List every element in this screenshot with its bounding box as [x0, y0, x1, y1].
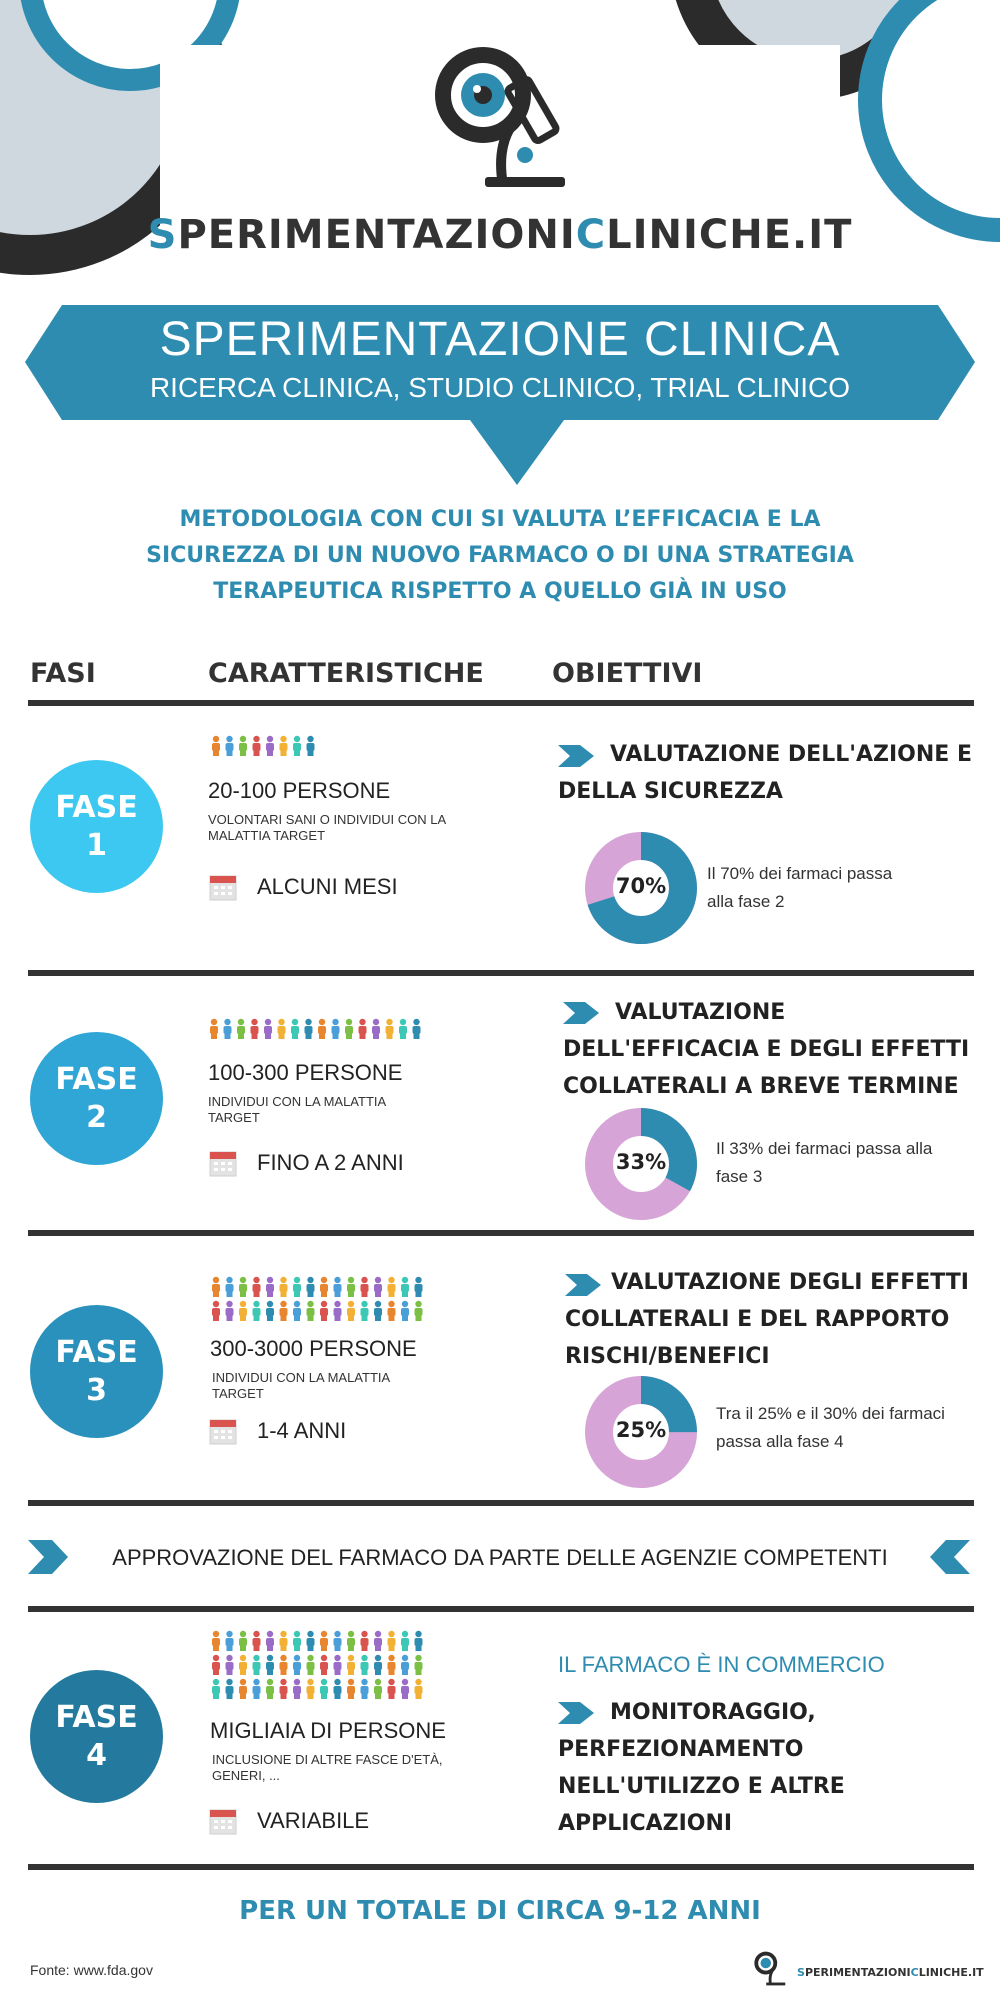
person-icon [239, 1655, 247, 1675]
people-count: 20-100 PERSONE [208, 778, 391, 803]
phase-objective: MONITORAGGIO, PERFEZIONAMENTO NELL'UTILIZZO E ALTRE APPLICAZIONI [558, 1700, 845, 1836]
person-icon [239, 1277, 247, 1297]
header-fasi: FASI [30, 658, 96, 689]
phase-label: FASE [55, 1699, 138, 1735]
person-icon [386, 1019, 394, 1039]
phase-3-circle [30, 1305, 163, 1438]
person-icon [280, 1631, 288, 1651]
banner-title: SPERIMENTAZIONE CLINICA [159, 313, 841, 366]
person-icon [251, 1019, 259, 1039]
percentage-note: Il 33% dei farmaci passa alla fase 3 [716, 1139, 933, 1186]
people-count: MIGLIAIA DI PERSONE [210, 1718, 446, 1743]
person-icon [210, 1019, 218, 1039]
person-icon [293, 1655, 301, 1675]
percentage-label: 25% [615, 1418, 667, 1442]
corner-ring-right-blue [870, 0, 1000, 230]
person-icon [280, 1679, 288, 1699]
person-icon [345, 1019, 353, 1039]
phase-number: 1 [86, 827, 107, 863]
person-icon [415, 1679, 423, 1699]
percentage-note: Il 70% dei farmaci passa alla fase 2 [707, 864, 893, 911]
percentage-label: 33% [615, 1150, 667, 1174]
person-icon [293, 1679, 301, 1699]
brand-name: SPERIMENTAZIONICLINICHE.IT [147, 212, 853, 258]
person-icon [388, 1277, 396, 1297]
person-icon [320, 1631, 328, 1651]
person-icon [388, 1655, 396, 1675]
person-icon [253, 736, 261, 756]
people-count: 100-300 PERSONE [208, 1060, 403, 1085]
person-icon [239, 1631, 247, 1651]
person-icon [413, 1019, 421, 1039]
person-icon [266, 1655, 274, 1675]
phase-label: FASE [55, 789, 138, 825]
duration: 1-4 ANNI [257, 1418, 347, 1443]
person-icon [226, 736, 234, 756]
people-description: INDIVIDUI CON LA MALATTIA TARGET [212, 1370, 390, 1401]
person-icon [415, 1301, 423, 1321]
person-icon [212, 736, 220, 756]
people-count: 300-3000 PERSONE [210, 1336, 417, 1361]
person-icon [361, 1301, 369, 1321]
person-icon [374, 1301, 382, 1321]
person-icon [415, 1655, 423, 1675]
phase-1-circle [30, 760, 163, 893]
people-description: INDIVIDUI CON LA MALATTIA TARGET [208, 1094, 386, 1125]
person-icon [320, 1277, 328, 1297]
phase-4-circle [30, 1670, 163, 1803]
person-icon [307, 1655, 315, 1675]
person-icon [401, 1301, 409, 1321]
person-icon [226, 1301, 234, 1321]
person-icon [361, 1679, 369, 1699]
person-icon [359, 1019, 367, 1039]
person-icon [374, 1631, 382, 1651]
person-icon [253, 1301, 261, 1321]
person-icon [415, 1277, 423, 1297]
people-description: INCLUSIONE DI ALTRE FASCE D'ETÀ, GENERI, ... [212, 1752, 443, 1783]
person-icon [347, 1631, 355, 1651]
person-icon [226, 1655, 234, 1675]
person-icon [361, 1277, 369, 1297]
person-icon [226, 1679, 234, 1699]
person-icon [401, 1631, 409, 1651]
people-icon-group [210, 735, 320, 761]
person-icon [388, 1679, 396, 1699]
phase-label: FASE [55, 1334, 138, 1370]
person-icon [212, 1631, 220, 1651]
person-icon [374, 1655, 382, 1675]
person-icon [307, 1301, 315, 1321]
header-obiettivi: OBIETTIVI [552, 658, 703, 689]
person-icon [226, 1277, 234, 1297]
person-icon [293, 736, 301, 756]
person-icon [401, 1655, 409, 1675]
intro-text: METODOLOGIA CON CUI SI VALUTA L’EFFICACIA E LA SICUREZZA DI UN NUOVO FARMACO O DI UNA STRATEGIA TERAPEUTICA RISPETTO A QUELLO GIÀ IN USO [146, 507, 854, 604]
person-icon [226, 1631, 234, 1651]
person-icon [253, 1655, 261, 1675]
person-icon [347, 1679, 355, 1699]
person-icon [307, 1679, 315, 1699]
person-icon [374, 1679, 382, 1699]
person-icon [224, 1019, 232, 1039]
divider [28, 1864, 974, 1870]
calendar-icon [208, 1416, 238, 1446]
person-icon [293, 1301, 301, 1321]
person-icon [332, 1019, 340, 1039]
people-description: VOLONTARI SANI O INDIVIDUI CON LA MALATTIA TARGET [208, 812, 446, 843]
banner-subtitle: RICERCA CLINICA, STUDIO CLINICO, TRIAL CLINICO [149, 372, 851, 403]
divider [28, 1606, 974, 1612]
person-icon [212, 1679, 220, 1699]
people-icon-group [210, 1630, 430, 1702]
eye-microscope-icon [752, 1950, 790, 1988]
phase-number: 2 [86, 1099, 107, 1135]
duration: ALCUNI MESI [257, 874, 398, 899]
person-icon [334, 1631, 342, 1651]
calendar-icon [208, 1806, 238, 1836]
eye-microscope-icon [425, 45, 585, 195]
people-icon-group [210, 1276, 430, 1324]
percentage-note: Tra il 25% e il 30% dei farmaci passa alla fase 4 [716, 1404, 945, 1451]
person-icon [253, 1631, 261, 1651]
person-icon [305, 1019, 313, 1039]
person-icon [278, 1019, 286, 1039]
source-credit: Fonte: www.fda.gov [30, 1962, 153, 1978]
divider [28, 700, 974, 706]
person-icon [264, 1019, 272, 1039]
person-icon [239, 736, 247, 756]
person-icon [401, 1277, 409, 1297]
phase-objective: VALUTAZIONE DELL'EFFICACIA E DEGLI EFFETTI COLLATERALI A BREVE TERMINE [563, 1000, 970, 1099]
person-icon [415, 1631, 423, 1651]
duration: VARIABILE [257, 1808, 370, 1833]
phase-2-circle [30, 1032, 163, 1165]
person-icon [239, 1679, 247, 1699]
person-icon [293, 1631, 301, 1651]
person-icon [280, 1277, 288, 1297]
percentage-label: 70% [615, 874, 667, 898]
person-icon [334, 1679, 342, 1699]
person-icon [401, 1679, 409, 1699]
market-status: IL FARMACO È IN COMMERCIO [558, 1652, 885, 1677]
person-icon [388, 1631, 396, 1651]
person-icon [253, 1679, 261, 1699]
divider [28, 970, 974, 976]
person-icon [320, 1679, 328, 1699]
person-icon [347, 1301, 355, 1321]
person-icon [374, 1277, 382, 1297]
person-icon [266, 1679, 274, 1699]
person-icon [280, 1301, 288, 1321]
person-icon [280, 1655, 288, 1675]
phase-label: FASE [55, 1061, 138, 1097]
phase-objective: VALUTAZIONE DEGLI EFFETTI COLLATERALI E DEL RAPPORTO RISCHI/BENEFICI [565, 1270, 969, 1369]
person-icon [237, 1019, 245, 1039]
person-icon [212, 1655, 220, 1675]
chevron-arrow-icon [930, 1540, 970, 1574]
calendar-icon [208, 872, 238, 902]
person-icon [239, 1301, 247, 1321]
total-duration: PER UN TOTALE DI CIRCA 9-12 ANNI [239, 1896, 761, 1926]
person-icon [266, 736, 274, 756]
calendar-icon [208, 1148, 238, 1178]
person-icon [291, 1019, 299, 1039]
person-icon [334, 1277, 342, 1297]
person-icon [212, 1277, 220, 1297]
person-icon [320, 1301, 328, 1321]
person-icon [307, 1631, 315, 1651]
person-icon [212, 1301, 220, 1321]
person-icon [361, 1655, 369, 1675]
person-icon [307, 736, 315, 756]
person-icon [372, 1019, 380, 1039]
person-icon [347, 1655, 355, 1675]
person-icon [293, 1277, 301, 1297]
people-icon-group [208, 1018, 423, 1044]
person-icon [388, 1301, 396, 1321]
person-icon [334, 1655, 342, 1675]
phase-number: 4 [86, 1737, 107, 1773]
header-caratteristiche: CARATTERISTICHE [208, 658, 484, 689]
footer-brand: SPERIMENTAZIONICLINICHE.IT [797, 1966, 984, 1979]
person-icon [347, 1277, 355, 1297]
phase-objective: VALUTAZIONE DELL'AZIONE E DELLA SICUREZZA [558, 742, 972, 804]
person-icon [307, 1277, 315, 1297]
person-icon [266, 1301, 274, 1321]
person-icon [266, 1277, 274, 1297]
person-icon [399, 1019, 407, 1039]
person-icon [253, 1277, 261, 1297]
approval-text: APPROVAZIONE DEL FARMACO DA PARTE DELLE AGENZIE COMPETENTI [112, 1545, 888, 1570]
person-icon [361, 1631, 369, 1651]
person-icon [334, 1301, 342, 1321]
phase-number: 3 [86, 1372, 107, 1408]
duration: FINO A 2 ANNI [257, 1150, 404, 1175]
person-icon [280, 736, 288, 756]
person-icon [318, 1019, 326, 1039]
person-icon [266, 1631, 274, 1651]
person-icon [320, 1655, 328, 1675]
divider [28, 1230, 974, 1236]
divider [28, 1500, 974, 1506]
